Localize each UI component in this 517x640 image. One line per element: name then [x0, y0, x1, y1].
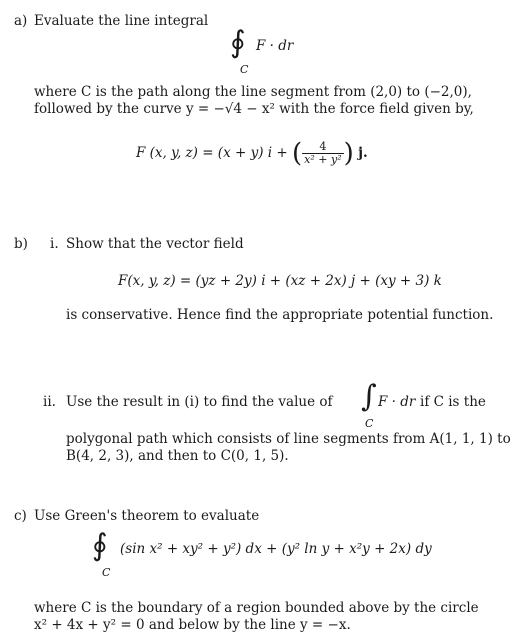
part-b-ii-label: ii.: [43, 394, 56, 410]
part-c-line-2: x² + 4x + y² = 0 and below by the line y = −x.: [34, 617, 351, 633]
part-b-label: b): [14, 236, 28, 252]
part-c-label: c): [14, 508, 27, 524]
part-b-ii-text-3: B(4, 2, 3), and then to C(0, 1, 5).: [66, 448, 289, 464]
part-a-line-1: where C is the path along the line segment from (2,0) to (−2,0),: [34, 84, 472, 100]
part-b-ii-integrand: F · dr: [378, 394, 416, 410]
part-c-integrand: (sin x² + xy² + y²) dx + (y² ln y + x²y + 2x) dy: [120, 541, 432, 557]
part-c-line-1: where C is the boundary of a region bounded above by the circle: [34, 600, 479, 616]
part-b-i-label: i.: [50, 236, 59, 252]
part-a-field-equation: F (x, y, z) = (x + y) i + ( $\frac{4}{\text{x² + y²}}$ ) j.: [136, 138, 368, 169]
part-a-field-fraction: $\frac{4}{\text{x² + y²}}$: [304, 140, 342, 166]
contour-integral-sign: ∮: [230, 25, 246, 60]
contour-integral-sign-c: ∮: [92, 528, 108, 563]
part-a-field-lhs: F (x, y, z) = (x + y) i +: [136, 145, 288, 161]
part-b-ii-text-1b: if C is the: [420, 394, 486, 410]
part-a-label: a): [14, 13, 28, 29]
part-c-intro: Use Green's theorem to evaluate: [34, 508, 260, 524]
part-b-ii-text-2: polygonal path which consists of line segments from A(1, 1, 1) to: [66, 431, 511, 447]
part-b-field-equation: F(x, y, z) = (yz + 2y) i + (xz + 2x) j + (xy + 3) k: [118, 273, 442, 289]
part-a-integral-sub: C: [240, 63, 249, 76]
part-a-intro: Evaluate the line integral: [34, 13, 209, 29]
part-b-i-text: Show that the vector field: [66, 236, 244, 252]
part-a-line-2: followed by the curve y = −√4 − x² with the force field given by,: [34, 101, 474, 117]
part-b-ii-text-1: Use the result in (i) to find the value of: [66, 394, 333, 410]
part-b-ii-integral-sub: C: [365, 417, 374, 430]
line-integral-sign: ∫: [361, 379, 377, 414]
part-a-integrand: F · dr: [256, 38, 294, 54]
part-c-integral-sub: C: [102, 566, 111, 579]
part-a-field-tail: j.: [358, 145, 368, 161]
part-b-conclusion: is conservative. Hence find the appropriate potential function.: [66, 307, 494, 323]
